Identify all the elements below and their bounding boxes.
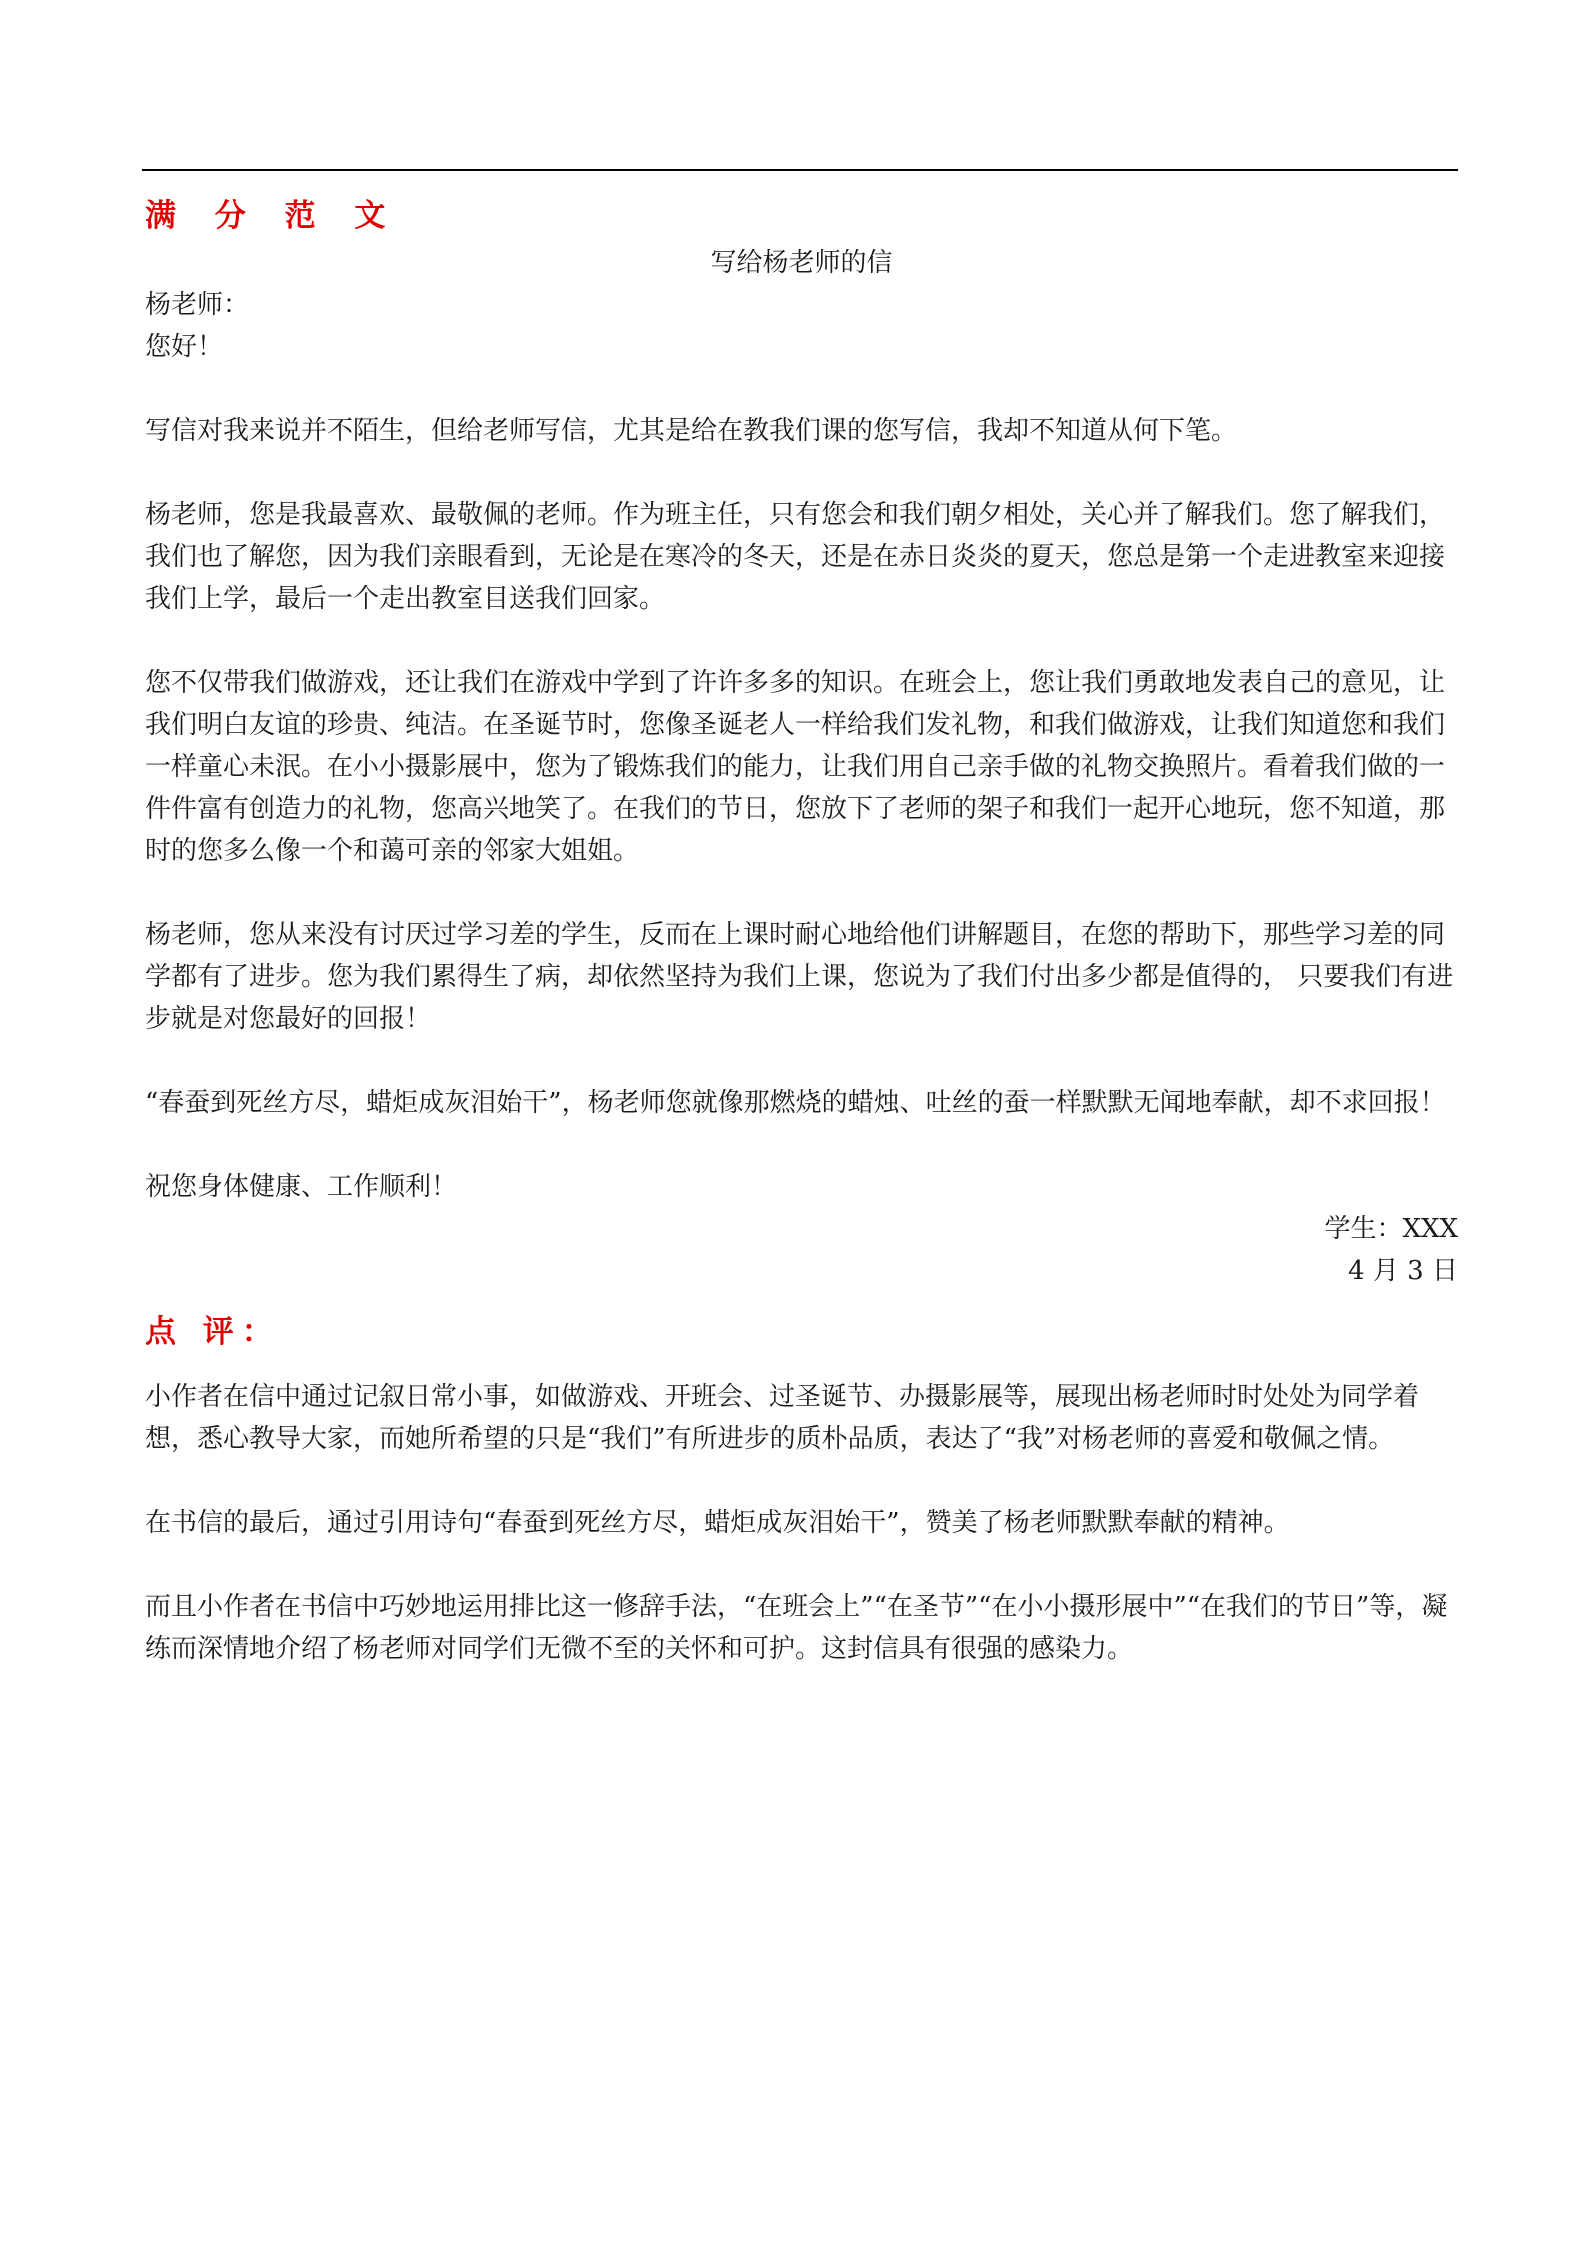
- review-paragraph-1: 小作者在信中通过记叙日常小事，如做游戏、开班会、过圣诞节、办摄影展等，展现出杨老师时时处处为同学着想，悉心教导大家，而她所希望的只是“我们”有所进步的质朴品质，表达了“我”对杨老师的喜爱和敬佩之情。: [145, 1382, 1420, 1454]
- top-divider: [142, 169, 1458, 171]
- document-body: [145, 190, 1458, 1670]
- letter-closing: 祝您身体健康、工作顺利！: [145, 1172, 458, 1202]
- review-section-heading: 点 评：: [145, 1314, 281, 1350]
- letter-paragraph-4: 杨老师，您从来没有讨厌过学习差的学生，反而在上课时耐心地给他们讲解题目，在您的帮助下，那些学习差的同学都有了进步。您为我们累得生了病，却依然坚持为我们上课，您说为了我们付出多少都是值得的， 只要我们有进步就是对您最好的回报！: [145, 920, 1454, 1034]
- letter-signature: 学生：XXX: [1324, 1214, 1458, 1244]
- review-paragraph-2: 在书信的最后，通过引用诗句“春蚕到死丝方尽，蜡炬成灰泪始干”，赞美了杨老师默默奉献的精神。: [145, 1508, 1290, 1538]
- letter-salutation: 杨老师：: [145, 290, 250, 320]
- letter-paragraph-1: 写信对我来说并不陌生，但给老师写信，尤其是给在教我们课的您写信，我却不知道从何下笔。: [145, 416, 1238, 446]
- essay-section-heading: 满 分 范 文: [145, 198, 400, 234]
- letter-paragraph-5: “春蚕到死丝方尽，蜡炬成灰泪始干”，杨老师您就像那燃烧的蜡烛、吐丝的蚕一样默默无闻地奉献，却不求回报！: [145, 1088, 1446, 1118]
- letter-date: 4 月 3 日: [1348, 1256, 1458, 1286]
- letter-paragraph-2: 杨老师，您是我最喜欢、最敬佩的老师。作为班主任，只有您会和我们朝夕相处，关心并了解我们。您了解我们，我们也了解您，因为我们亲眼看到，无论是在寒冷的冬天，还是在赤日炎炎的夏天，您总是第一个走进教室来迎接我们上学，最后一个走出教室目送我们回家。: [145, 500, 1446, 614]
- letter-greeting: 您好！: [145, 332, 224, 362]
- letter-title: 写给杨老师的信: [710, 248, 893, 278]
- letter-paragraph-3: 您不仅带我们做游戏，还让我们在游戏中学到了许许多多的知识。在班会上，您让我们勇敢地发表自己的意见，让我们明白友谊的珍贵、纯洁。在圣诞节时，您像圣诞老人一样给我们发礼物，和我们做游戏，让我们知道您和我们一样童心未泯。在小小摄影展中，您为了锻炼我们的能力，让我们用自己亲手做的礼物交换照片。看着我们做的一件件富有创造力的礼物，您高兴地笑了。在我们的节日，您放下了老师的架子和我们一起开心地玩，您不知道，那时的您多么像一个和蔼可亲的邻家大姐姐。: [145, 668, 1446, 866]
- review-paragraph-3: 而且小作者在书信中巧妙地运用排比这一修辞手法，“在班会上”“在圣节”“在小小摄形展中”“在我们的节日”等，凝练而深情地介绍了杨老师对同学们无微不至的关怀和可护。这封信具有很强的感染力。: [145, 1592, 1448, 1664]
